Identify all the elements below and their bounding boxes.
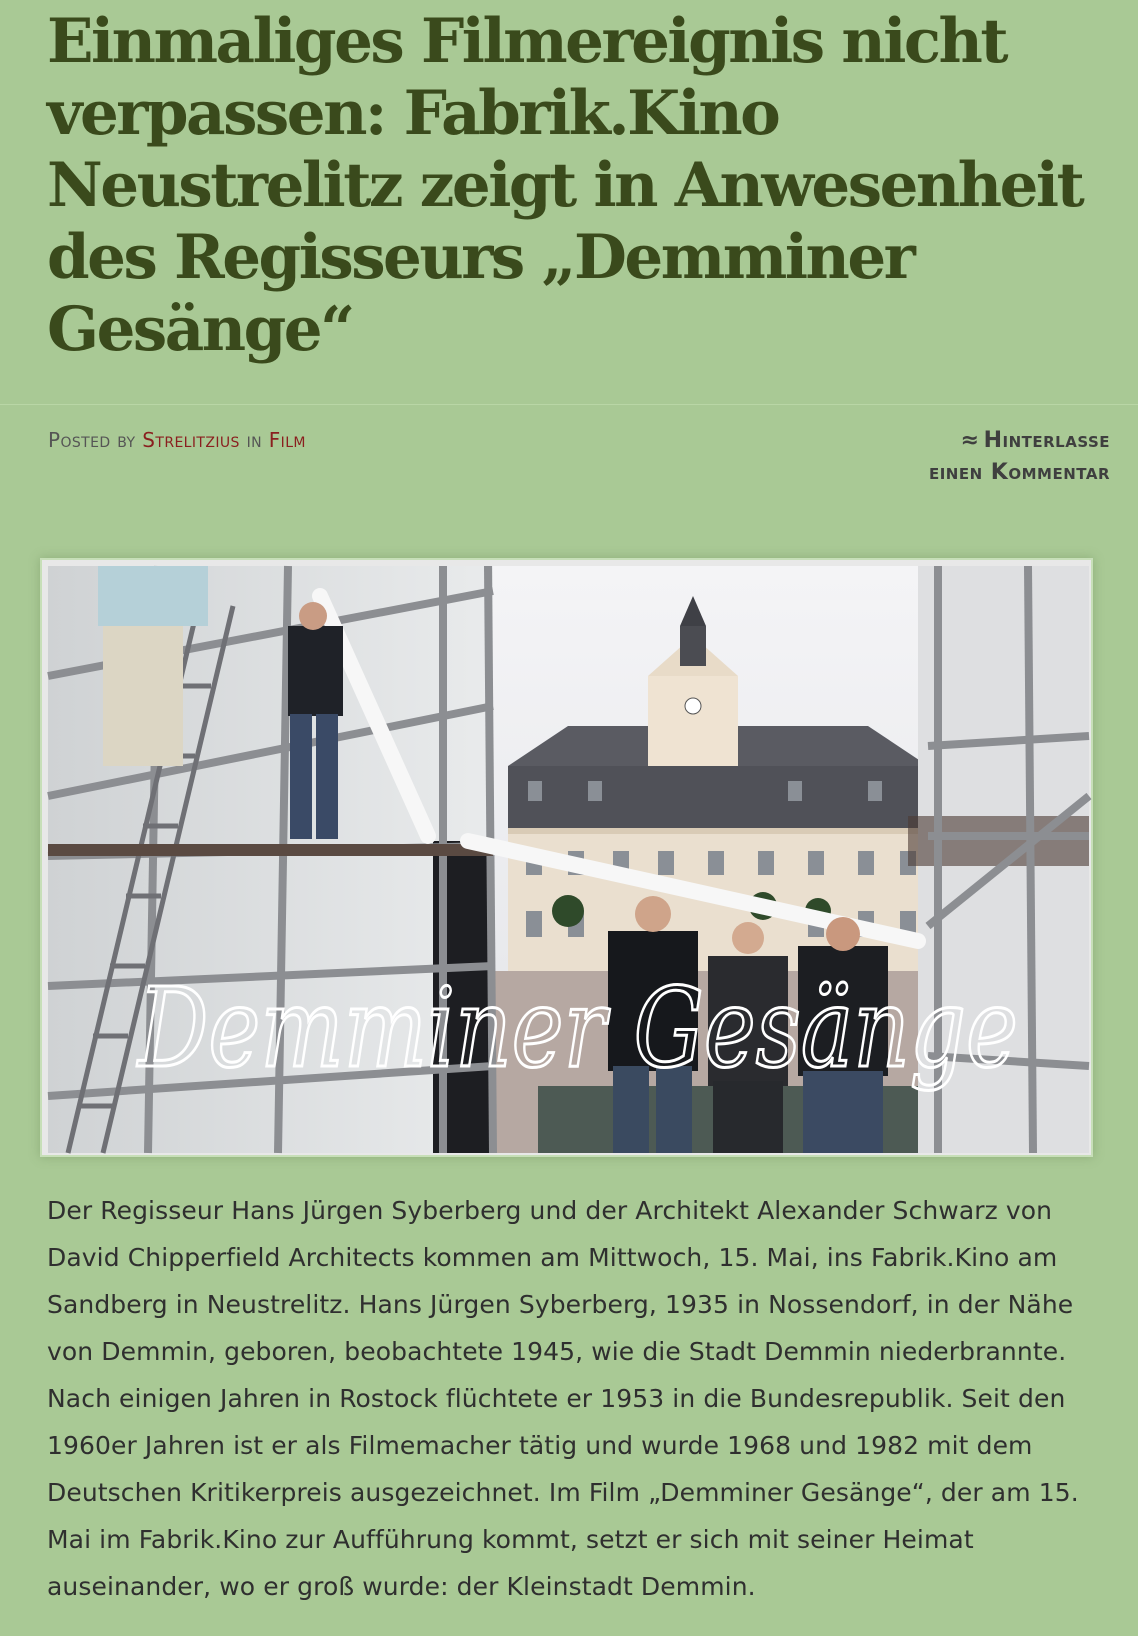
in-label: in — [246, 428, 262, 452]
post-meta — [48, 428, 306, 452]
comment-icon: ≈ — [960, 428, 980, 453]
scaffold-photo — [48, 566, 1089, 1153]
header-divider — [0, 404, 1138, 405]
scaffold-platform — [48, 844, 493, 856]
post-image[interactable] — [40, 558, 1093, 1157]
post-title: Einmaliges Filmereignis nicht verpassen: Fabrik.Kino Neustrelitz zeigt in Anwesenheit des Regisseurs „Demminer Gesänge“ — [47, 6, 1083, 365]
category-link[interactable]: Film — [268, 428, 306, 452]
leave-comment-link[interactable] — [810, 425, 1110, 489]
author-link[interactable]: Strelitzius — [142, 428, 240, 452]
comment-link-line1: Hinterlasse — [983, 428, 1110, 453]
signature-overlay: Demminer Gesänge — [136, 964, 1018, 1092]
post-body: Der Regisseur Hans Jürgen Syberberg und der Architekt Alexander Schwarz von David Chipperfield Architects kommen am Mittwoch, 15. Mai, ins Fabrik.Kino am Sandberg in Neustrelitz. Hans Jürgen Syberberg, 1935 in Nossendorf, in der Nähe von Demmin, geboren, beobachtete 1945, wie die Stadt Demmin niederbrannte. Nach einigen Jahren in Rostock flüchtete er 1953 in die Bundesrepublik. Seit den 1960er Jahren ist er als Filmemacher tätig und wurde 1968 und 1982 mit dem Deutschen Kritikerpreis ausgezeichnet. Im Film „Demminer Gesänge“, der am 15. Mai im Fabrik.Kino zur Aufführung kommt, setzt er sich mit seiner Heimat auseinander, wo er groß wurde: der Kleinstadt Demmin. — [47, 1196, 1079, 1601]
posted-by-label: Posted by — [48, 428, 136, 452]
comment-link-line2: einen Kommentar — [928, 460, 1110, 485]
